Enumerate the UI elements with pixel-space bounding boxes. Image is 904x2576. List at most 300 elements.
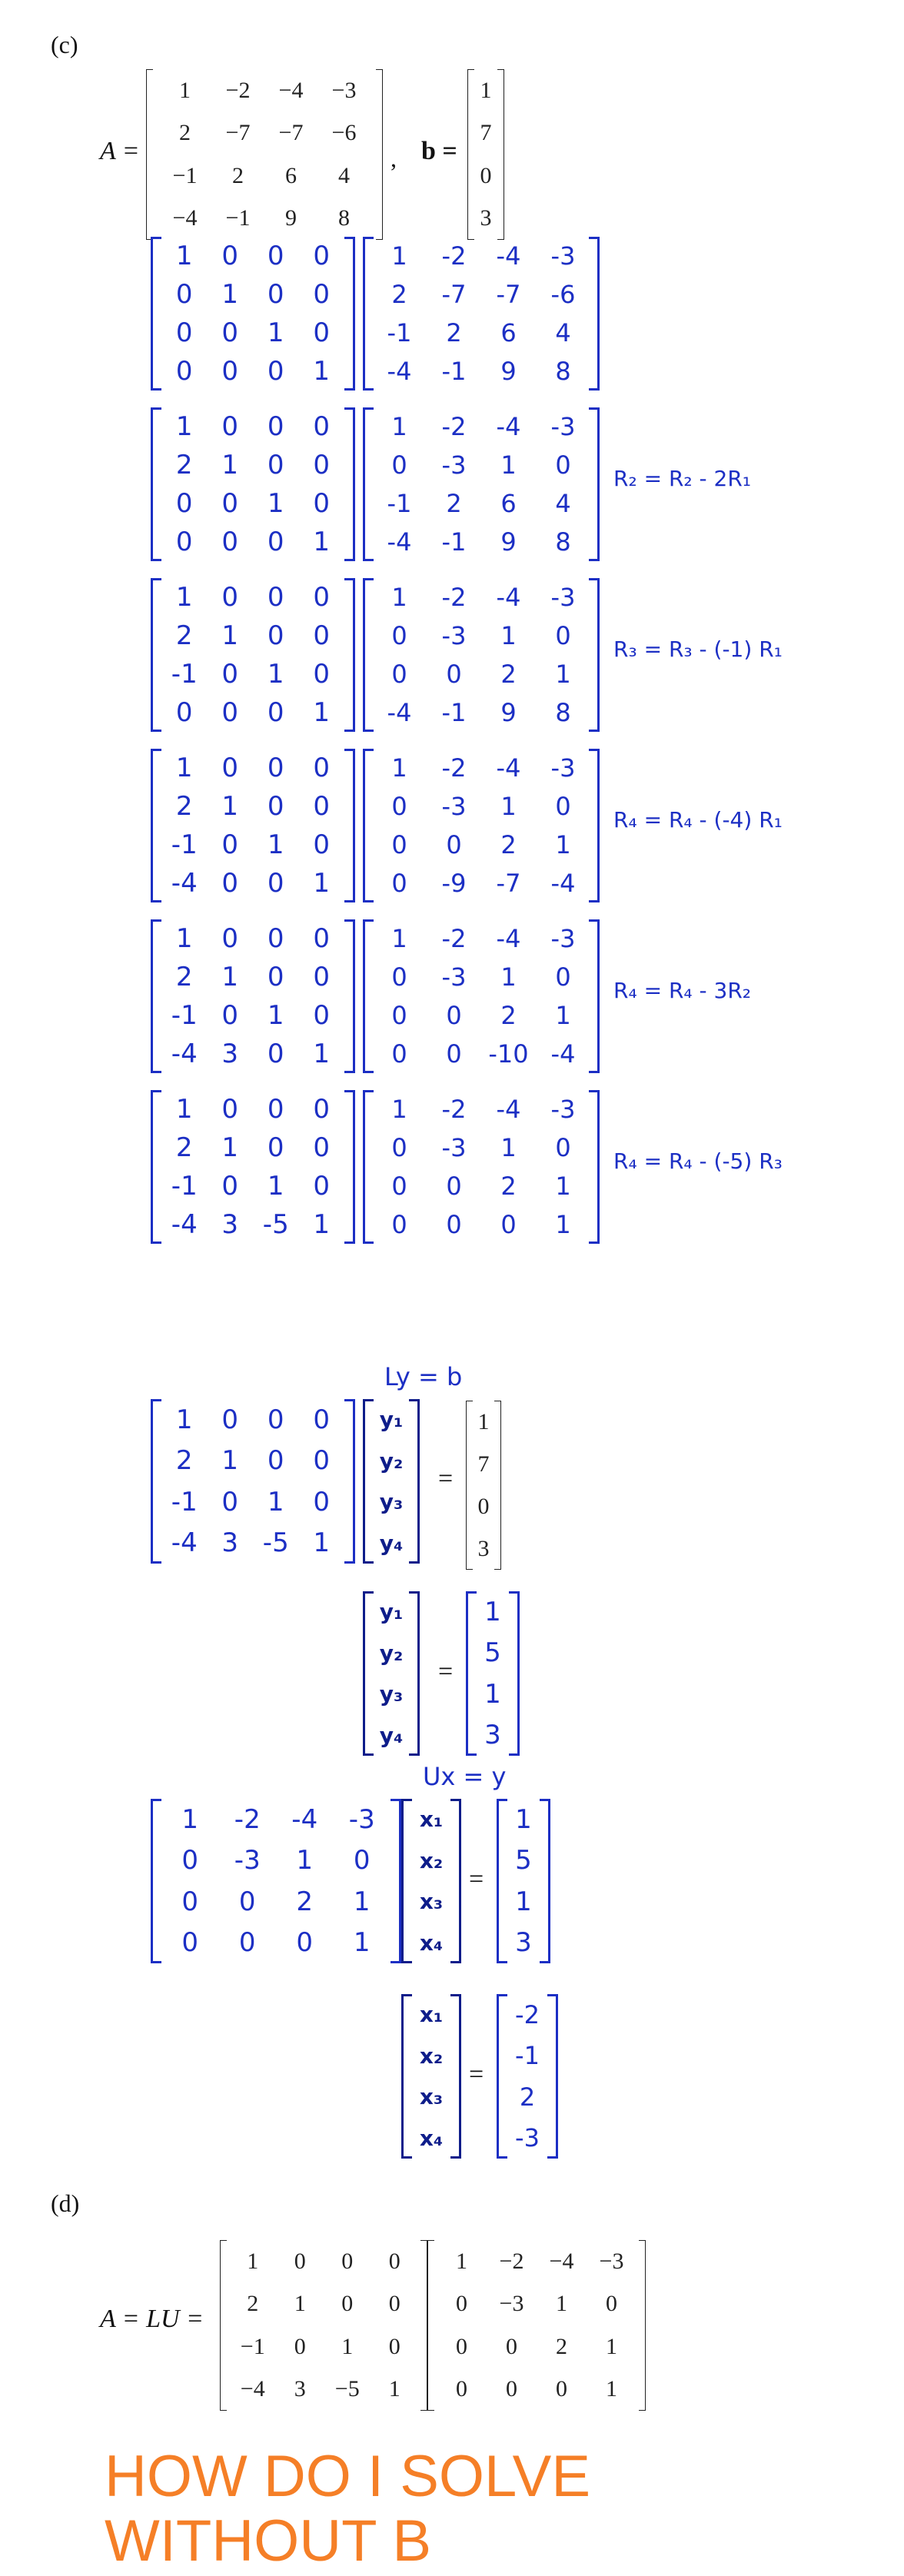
forward-l-cell-1-2: 0 xyxy=(221,1404,239,1435)
step-5-l-cell-2-3: 0 xyxy=(267,962,284,992)
step-1-l-cell-4-4: 1 xyxy=(313,356,331,387)
forward-y-vector xyxy=(363,1399,420,1564)
step-6-u-cell-4-3: 0 xyxy=(500,1210,517,1239)
step-6-u-cell-1-4: -3 xyxy=(550,1095,576,1124)
step-6-l-cell-4-4: 1 xyxy=(313,1209,331,1240)
a-cell-4-3: 9 xyxy=(285,205,297,231)
step-4-l-cell-1-3: 0 xyxy=(267,753,284,783)
step-4-l-cell-4-4: 1 xyxy=(313,868,331,899)
step-4-u-cell-2-4: 0 xyxy=(555,792,571,821)
step-3-u-cell-4-1: -4 xyxy=(387,698,412,727)
part-d-l-cell-4-2: 3 xyxy=(294,2376,306,2402)
part-d-u-cell-4-3: 0 xyxy=(556,2376,567,2402)
part-d-l-cell-2-3: 0 xyxy=(341,2291,354,2317)
backward-x-cell-3-1: x₃ xyxy=(419,1889,444,1915)
a-cell-2-2: −7 xyxy=(225,120,251,146)
part-c-label: (c) xyxy=(51,31,78,58)
forward-y-cell-2-1: y₂ xyxy=(379,1448,404,1474)
part-d-u-cell-4-4: 1 xyxy=(606,2376,617,2402)
step-2-l-cell-1-1: 1 xyxy=(175,411,193,442)
step-2-l-cell-3-4: 0 xyxy=(313,488,331,519)
step-1-l-cell-4-2: 0 xyxy=(221,356,239,387)
forward-l-cell-1-4: 0 xyxy=(313,1404,331,1435)
step-3-l-cell-4-2: 0 xyxy=(221,697,239,728)
forward-l-cell-4-3: -5 xyxy=(262,1527,289,1559)
step-5-row-operation: R₄ = R₄ - 3R₂ xyxy=(613,978,752,1003)
step-6-u-cell-3-1: 0 xyxy=(391,1172,407,1201)
x-var-cell-2-1: x₂ xyxy=(419,2043,444,2069)
step-4-l-cell-2-2: 1 xyxy=(221,791,239,822)
backward-title: Ux = y xyxy=(423,1762,507,1791)
step-2-l-cell-3-2: 0 xyxy=(221,488,239,519)
backward-u-cell-3-1: 0 xyxy=(181,1886,199,1917)
step-6-u-matrix xyxy=(363,1090,600,1244)
step-2-l-cell-1-4: 0 xyxy=(313,411,331,442)
part-d-l-cell-3-4: 0 xyxy=(388,2333,400,2359)
y-result-vector xyxy=(466,1591,520,1756)
step-3-u-cell-1-2: -2 xyxy=(441,583,467,612)
step-3-l-cell-2-4: 0 xyxy=(313,620,331,651)
a-cell-2-1: 2 xyxy=(179,120,191,146)
question-line-2: WITHOUT B xyxy=(105,2508,432,2574)
step-3-l-cell-1-3: 0 xyxy=(267,582,284,613)
step-4-u-cell-4-2: -9 xyxy=(441,869,467,898)
step-3-l-cell-4-1: 0 xyxy=(175,697,193,728)
part-d-l-cell-2-1: 2 xyxy=(247,2291,259,2317)
step-2-l-cell-3-3: 1 xyxy=(267,488,284,519)
step-2-u-cell-1-4: -3 xyxy=(550,412,576,441)
step-5-u-cell-1-4: -3 xyxy=(550,924,576,953)
a-cell-4-2: −1 xyxy=(225,205,251,231)
step-1-l-cell-3-2: 0 xyxy=(221,317,239,348)
step-3-u-cell-2-2: -3 xyxy=(441,621,467,650)
part-d-l-cell-4-4: 1 xyxy=(388,2376,400,2402)
a-cell-2-4: −6 xyxy=(331,120,357,146)
forward-l-cell-4-2: 3 xyxy=(221,1527,239,1559)
step-3-l-cell-1-2: 0 xyxy=(221,582,239,613)
x-var-cell-4-1: x₄ xyxy=(419,2125,444,2151)
x-var-cell-1-1: x₁ xyxy=(419,2002,444,2028)
step-5-l-cell-2-1: 2 xyxy=(175,962,193,992)
forward-b-cell-2-1: 7 xyxy=(477,1451,490,1477)
part-d-u-cell-3-4: 1 xyxy=(606,2333,617,2359)
backward-u-cell-1-2: -2 xyxy=(234,1803,261,1835)
y-result-cell-3-1: 1 xyxy=(484,1678,501,1710)
step-4-l-cell-3-3: 1 xyxy=(267,829,284,860)
y-var-cell-3-1: y₃ xyxy=(379,1681,404,1707)
step-3-u-cell-2-3: 1 xyxy=(500,621,517,650)
forward-equals: = xyxy=(438,1464,454,1493)
x-result-cell-2-1: -1 xyxy=(515,2041,540,2071)
part-d-u-cell-4-1: 0 xyxy=(456,2376,467,2402)
step-6-l-cell-4-2: 3 xyxy=(221,1209,239,1240)
step-6-l-cell-1-2: 0 xyxy=(221,1094,239,1125)
step-2-l-cell-2-2: 1 xyxy=(221,450,239,480)
part-d-l-cell-3-2: 0 xyxy=(294,2333,306,2359)
step-4-u-cell-4-1: 0 xyxy=(391,869,407,898)
step-3-l-cell-4-3: 0 xyxy=(267,697,284,728)
step-5-l-cell-3-2: 0 xyxy=(221,1000,239,1031)
b-cell-4-1: 3 xyxy=(480,205,492,231)
step-5-l-cell-2-2: 1 xyxy=(221,962,239,992)
step-5-l-cell-1-2: 0 xyxy=(221,923,239,954)
forward-l-cell-2-2: 1 xyxy=(221,1445,239,1477)
step-4-u-cell-3-1: 0 xyxy=(391,830,407,859)
step-1-l-cell-1-4: 0 xyxy=(313,241,331,271)
step-6-u-cell-4-2: 0 xyxy=(446,1210,462,1239)
step-4-row-operation: R₄ = R₄ - (-4) R₁ xyxy=(613,807,783,833)
y-result-cell-1-1: 1 xyxy=(484,1596,501,1627)
backward-u-cell-2-1: 0 xyxy=(181,1845,199,1876)
step-1-u-cell-2-2: -7 xyxy=(441,280,467,309)
a-equals-lu-label: A = LU = xyxy=(100,2305,204,2333)
step-5-u-cell-3-2: 0 xyxy=(446,1001,462,1030)
x-var-cell-3-1: x₃ xyxy=(419,2084,444,2110)
step-2-l-cell-1-3: 0 xyxy=(267,411,284,442)
a-cell-4-4: 8 xyxy=(338,205,350,231)
step-5-u-cell-4-2: 0 xyxy=(446,1039,462,1069)
x-equals: = xyxy=(469,2060,484,2089)
step-6-l-cell-3-3: 1 xyxy=(267,1171,284,1202)
step-6-l-cell-3-1: -1 xyxy=(171,1171,198,1202)
step-1-u-cell-2-3: -7 xyxy=(496,280,521,309)
forward-b-cell-3-1: 0 xyxy=(477,1493,490,1519)
step-3-u-cell-4-2: -1 xyxy=(441,698,467,727)
step-5-u-cell-1-2: -2 xyxy=(441,924,467,953)
step-2-u-cell-1-3: -4 xyxy=(496,412,521,441)
step-6-u-cell-1-2: -2 xyxy=(441,1095,467,1124)
step-3-l-matrix xyxy=(151,578,355,732)
step-3-u-matrix xyxy=(363,578,600,732)
x-result-cell-1-1: -2 xyxy=(515,1999,540,2029)
part-d-u-cell-1-3: −4 xyxy=(549,2248,574,2274)
backward-u-cell-1-3: -4 xyxy=(291,1803,318,1835)
part-d-u-cell-3-2: 0 xyxy=(506,2333,517,2359)
step-6-l-cell-4-3: -5 xyxy=(262,1209,289,1240)
question-line-1: HOW DO I SOLVE xyxy=(105,2444,591,2509)
step-4-l-cell-4-1: -4 xyxy=(171,868,198,899)
a-cell-3-2: 2 xyxy=(232,162,244,188)
step-5-u-cell-4-1: 0 xyxy=(391,1039,407,1069)
forward-b-cell-4-1: 3 xyxy=(477,1535,490,1561)
step-2-u-cell-2-4: 0 xyxy=(555,450,571,480)
step-3-u-cell-3-4: 1 xyxy=(555,660,571,689)
step-4-u-cell-4-4: -4 xyxy=(550,869,576,898)
forward-y-cell-4-1: y₄ xyxy=(379,1530,404,1556)
a-cell-1-2: −2 xyxy=(225,77,251,103)
part-d-u-cell-2-2: −3 xyxy=(499,2291,524,2317)
backward-u-cell-2-3: 1 xyxy=(296,1845,314,1876)
step-1-u-cell-1-3: -4 xyxy=(496,241,521,271)
step-3-u-cell-2-4: 0 xyxy=(555,621,571,650)
forward-l-cell-4-4: 1 xyxy=(313,1527,331,1559)
step-4-l-cell-1-4: 0 xyxy=(313,753,331,783)
step-1-l-cell-1-2: 0 xyxy=(221,241,239,271)
step-6-l-cell-2-3: 0 xyxy=(267,1132,284,1163)
step-1-l-cell-2-4: 0 xyxy=(313,279,331,310)
forward-title: Ly = b xyxy=(384,1362,463,1391)
step-2-l-cell-2-1: 2 xyxy=(175,450,193,480)
step-2-u-cell-4-1: -4 xyxy=(387,527,412,557)
step-6-l-cell-2-1: 2 xyxy=(175,1132,193,1163)
step-3-u-cell-2-1: 0 xyxy=(391,621,407,650)
step-5-l-cell-1-1: 1 xyxy=(175,923,193,954)
step-4-l-cell-3-4: 0 xyxy=(313,829,331,860)
backward-x-cell-4-1: x₄ xyxy=(419,1930,444,1956)
part-d-u-cell-2-1: 0 xyxy=(456,2291,467,2317)
step-5-l-cell-3-1: -1 xyxy=(171,1000,198,1031)
forward-l-matrix xyxy=(151,1399,355,1564)
step-4-u-cell-1-3: -4 xyxy=(496,753,521,783)
step-2-l-cell-2-4: 0 xyxy=(313,450,331,480)
step-5-l-cell-4-3: 0 xyxy=(267,1039,284,1069)
backward-x-vector xyxy=(401,1799,461,1963)
part-d-l-cell-1-4: 0 xyxy=(388,2248,400,2274)
step-6-u-cell-4-1: 0 xyxy=(391,1210,407,1239)
y-var-cell-2-1: y₂ xyxy=(379,1640,404,1666)
step-1-l-cell-3-4: 0 xyxy=(313,317,331,348)
step-2-l-cell-4-3: 0 xyxy=(267,527,284,557)
step-5-u-matrix xyxy=(363,919,600,1073)
step-6-u-cell-2-4: 0 xyxy=(555,1133,571,1162)
step-4-u-cell-2-1: 0 xyxy=(391,792,407,821)
part-d-l-cell-3-1: −1 xyxy=(240,2333,265,2359)
step-5-u-cell-3-4: 1 xyxy=(555,1001,571,1030)
part-d-u-cell-2-4: 0 xyxy=(606,2291,617,2317)
step-4-u-cell-3-2: 0 xyxy=(446,830,462,859)
y-vector xyxy=(363,1591,420,1756)
backward-x-cell-1-1: x₁ xyxy=(419,1807,444,1833)
y-var-cell-4-1: y₄ xyxy=(379,1722,404,1748)
step-4-u-cell-3-3: 2 xyxy=(500,830,517,859)
step-5-l-cell-1-3: 0 xyxy=(267,923,284,954)
step-3-l-cell-3-3: 1 xyxy=(267,659,284,690)
step-5-l-cell-4-1: -4 xyxy=(171,1039,198,1069)
step-2-u-cell-4-2: -1 xyxy=(441,527,467,557)
backward-y-vector xyxy=(497,1799,550,1963)
step-5-u-cell-1-1: 1 xyxy=(391,924,407,953)
step-2-u-cell-4-3: 9 xyxy=(500,527,517,557)
step-6-l-cell-1-3: 0 xyxy=(267,1094,284,1125)
step-6-l-cell-2-4: 0 xyxy=(313,1132,331,1163)
step-3-u-cell-3-1: 0 xyxy=(391,660,407,689)
forward-l-cell-1-3: 0 xyxy=(267,1404,284,1435)
step-6-u-cell-1-1: 1 xyxy=(391,1095,407,1124)
backward-u-cell-1-4: -3 xyxy=(348,1803,375,1835)
forward-l-cell-1-1: 1 xyxy=(175,1404,193,1435)
step-1-u-cell-3-2: 2 xyxy=(446,318,462,347)
step-6-u-cell-2-1: 0 xyxy=(391,1133,407,1162)
part-d-l-cell-1-2: 0 xyxy=(294,2248,306,2274)
step-4-u-cell-3-4: 1 xyxy=(555,830,571,859)
step-4-u-cell-1-2: -2 xyxy=(441,753,467,783)
step-3-l-cell-2-2: 1 xyxy=(221,620,239,651)
step-4-u-cell-1-1: 1 xyxy=(391,753,407,783)
backward-y-cell-1-1: 1 xyxy=(515,1803,532,1835)
step-5-u-cell-3-1: 0 xyxy=(391,1001,407,1030)
step-5-u-cell-4-3: -10 xyxy=(488,1039,529,1069)
step-2-l-cell-4-2: 0 xyxy=(221,527,239,557)
part-d-u-cell-4-2: 0 xyxy=(506,2376,517,2402)
step-1-l-cell-2-2: 1 xyxy=(221,279,239,310)
backward-u-cell-1-1: 1 xyxy=(181,1803,199,1835)
step-4-l-cell-1-1: 1 xyxy=(175,753,193,783)
step-1-u-matrix xyxy=(363,237,600,391)
forward-l-cell-2-4: 0 xyxy=(313,1445,331,1477)
a-cell-2-3: −7 xyxy=(278,120,304,146)
step-4-l-matrix xyxy=(151,749,355,902)
step-2-u-cell-1-1: 1 xyxy=(391,412,407,441)
a-cell-1-3: −4 xyxy=(278,77,304,103)
forward-l-cell-3-1: -1 xyxy=(171,1486,198,1517)
step-4-l-cell-3-2: 0 xyxy=(221,829,239,860)
step-3-l-cell-2-3: 0 xyxy=(267,620,284,651)
a-cell-1-1: 1 xyxy=(179,77,191,103)
step-2-u-cell-3-3: 6 xyxy=(500,489,517,518)
step-3-l-cell-3-4: 0 xyxy=(313,659,331,690)
matrix-a-label: A = xyxy=(100,137,140,165)
step-6-l-matrix xyxy=(151,1090,355,1244)
forward-l-cell-2-1: 2 xyxy=(175,1445,193,1477)
step-1-l-cell-4-1: 0 xyxy=(175,356,193,387)
x-result-vector xyxy=(497,1994,558,2159)
backward-u-cell-3-3: 2 xyxy=(296,1886,314,1917)
backward-y-cell-2-1: 5 xyxy=(515,1845,532,1876)
step-6-l-cell-4-1: -4 xyxy=(171,1209,198,1240)
forward-y-cell-3-1: y₃ xyxy=(379,1489,404,1515)
step-5-u-cell-3-3: 2 xyxy=(500,1001,517,1030)
step-5-l-cell-1-4: 0 xyxy=(313,923,331,954)
step-2-l-cell-4-1: 0 xyxy=(175,527,193,557)
a-cell-1-4: −3 xyxy=(331,77,357,103)
step-1-u-cell-4-4: 8 xyxy=(555,357,571,386)
x-vector xyxy=(401,1994,461,2159)
matrix-a xyxy=(146,69,383,240)
step-4-u-cell-1-4: -3 xyxy=(550,753,576,783)
backward-equals: = xyxy=(469,1865,484,1893)
step-6-u-cell-2-3: 1 xyxy=(500,1133,517,1162)
a-cell-3-4: 4 xyxy=(338,162,350,188)
step-1-u-cell-1-2: -2 xyxy=(441,241,467,271)
step-2-l-cell-3-1: 0 xyxy=(175,488,193,519)
step-2-l-matrix xyxy=(151,407,355,561)
comma: , xyxy=(391,145,397,172)
vector-b xyxy=(467,69,504,240)
forward-l-cell-3-2: 0 xyxy=(221,1486,239,1517)
step-1-u-cell-2-1: 2 xyxy=(391,280,407,309)
step-1-u-cell-1-1: 1 xyxy=(391,241,407,271)
step-3-u-cell-1-1: 1 xyxy=(391,583,407,612)
step-5-l-cell-2-4: 0 xyxy=(313,962,331,992)
b-cell-1-1: 1 xyxy=(480,77,492,103)
step-3-u-cell-1-4: -3 xyxy=(550,583,576,612)
part-d-l-matrix xyxy=(220,2240,427,2411)
step-3-u-cell-4-3: 9 xyxy=(500,698,517,727)
backward-y-cell-4-1: 3 xyxy=(515,1927,532,1959)
forward-l-cell-4-1: -4 xyxy=(171,1527,198,1559)
step-1-u-cell-1-4: -3 xyxy=(550,241,576,271)
step-6-l-cell-2-2: 1 xyxy=(221,1132,239,1163)
part-d-u-cell-1-2: −2 xyxy=(499,2248,524,2274)
forward-b-vector xyxy=(466,1401,501,1570)
step-6-u-cell-3-4: 1 xyxy=(555,1172,571,1201)
step-5-u-cell-2-4: 0 xyxy=(555,962,571,992)
step-4-u-cell-4-3: -7 xyxy=(496,869,521,898)
part-d-u-cell-2-3: 1 xyxy=(556,2291,567,2317)
step-4-u-cell-2-2: -3 xyxy=(441,792,467,821)
step-2-u-matrix xyxy=(363,407,600,561)
step-2-u-cell-1-2: -2 xyxy=(441,412,467,441)
backward-u-cell-3-2: 0 xyxy=(238,1886,256,1917)
step-1-u-cell-4-1: -4 xyxy=(387,357,412,386)
step-3-row-operation: R₃ = R₃ - (-1) R₁ xyxy=(613,637,783,662)
x-result-cell-3-1: 2 xyxy=(519,2082,536,2112)
step-5-l-matrix xyxy=(151,919,355,1073)
step-1-l-cell-1-3: 0 xyxy=(267,241,284,271)
step-6-u-cell-3-3: 2 xyxy=(500,1172,517,1201)
step-5-u-cell-2-1: 0 xyxy=(391,962,407,992)
part-d-u-cell-3-1: 0 xyxy=(456,2333,467,2359)
backward-x-cell-2-1: x₂ xyxy=(419,1847,444,1873)
step-4-l-cell-4-2: 0 xyxy=(221,868,239,899)
forward-l-cell-3-4: 0 xyxy=(313,1486,331,1517)
backward-u-cell-4-1: 0 xyxy=(181,1927,199,1959)
part-d-l-cell-1-3: 0 xyxy=(341,2248,354,2274)
step-5-u-cell-2-2: -3 xyxy=(441,962,467,992)
step-5-l-cell-4-2: 3 xyxy=(221,1039,239,1069)
step-4-u-matrix xyxy=(363,749,600,902)
step-4-l-cell-2-4: 0 xyxy=(313,791,331,822)
step-5-l-cell-3-4: 0 xyxy=(313,1000,331,1031)
b-cell-3-1: 0 xyxy=(480,162,492,188)
step-6-row-operation: R₄ = R₄ - (-5) R₃ xyxy=(613,1148,783,1174)
step-4-l-cell-1-2: 0 xyxy=(221,753,239,783)
part-d-l-cell-4-1: −4 xyxy=(240,2376,265,2402)
backward-u-cell-4-3: 0 xyxy=(296,1927,314,1959)
y-result-cell-4-1: 3 xyxy=(484,1720,501,1751)
step-4-l-cell-4-3: 0 xyxy=(267,868,284,899)
step-2-u-cell-2-3: 1 xyxy=(500,450,517,480)
step-1-u-cell-3-3: 6 xyxy=(500,318,517,347)
step-3-u-cell-3-2: 0 xyxy=(446,660,462,689)
backward-y-cell-3-1: 1 xyxy=(515,1886,532,1917)
step-6-u-cell-2-2: -3 xyxy=(441,1133,467,1162)
step-2-u-cell-3-1: -1 xyxy=(387,489,412,518)
step-2-u-cell-4-4: 8 xyxy=(555,527,571,557)
step-5-u-cell-1-3: -4 xyxy=(496,924,521,953)
step-3-l-cell-1-1: 1 xyxy=(175,582,193,613)
step-5-l-cell-4-4: 1 xyxy=(313,1039,331,1069)
forward-y-cell-1-1: y₁ xyxy=(379,1407,404,1433)
a-cell-3-3: 6 xyxy=(285,162,297,188)
backward-u-cell-4-4: 1 xyxy=(353,1927,371,1959)
step-3-l-cell-2-1: 2 xyxy=(175,620,193,651)
a-cell-3-1: −1 xyxy=(172,162,198,188)
a-cell-4-1: −4 xyxy=(172,205,198,231)
backward-u-cell-4-2: 0 xyxy=(238,1927,256,1959)
step-3-l-cell-4-4: 1 xyxy=(313,697,331,728)
step-1-u-cell-3-1: -1 xyxy=(387,318,412,347)
step-1-l-cell-4-3: 0 xyxy=(267,356,284,387)
step-6-l-cell-1-1: 1 xyxy=(175,1094,193,1125)
y-equals: = xyxy=(438,1657,454,1686)
step-4-l-cell-2-3: 0 xyxy=(267,791,284,822)
step-2-row-operation: R₂ = R₂ - 2R₁ xyxy=(613,466,752,491)
backward-u-cell-2-2: -3 xyxy=(234,1845,261,1876)
part-d-u-cell-1-1: 1 xyxy=(456,2248,467,2274)
step-5-u-cell-2-3: 1 xyxy=(500,962,517,992)
part-d-u-cell-1-4: −3 xyxy=(599,2248,624,2274)
